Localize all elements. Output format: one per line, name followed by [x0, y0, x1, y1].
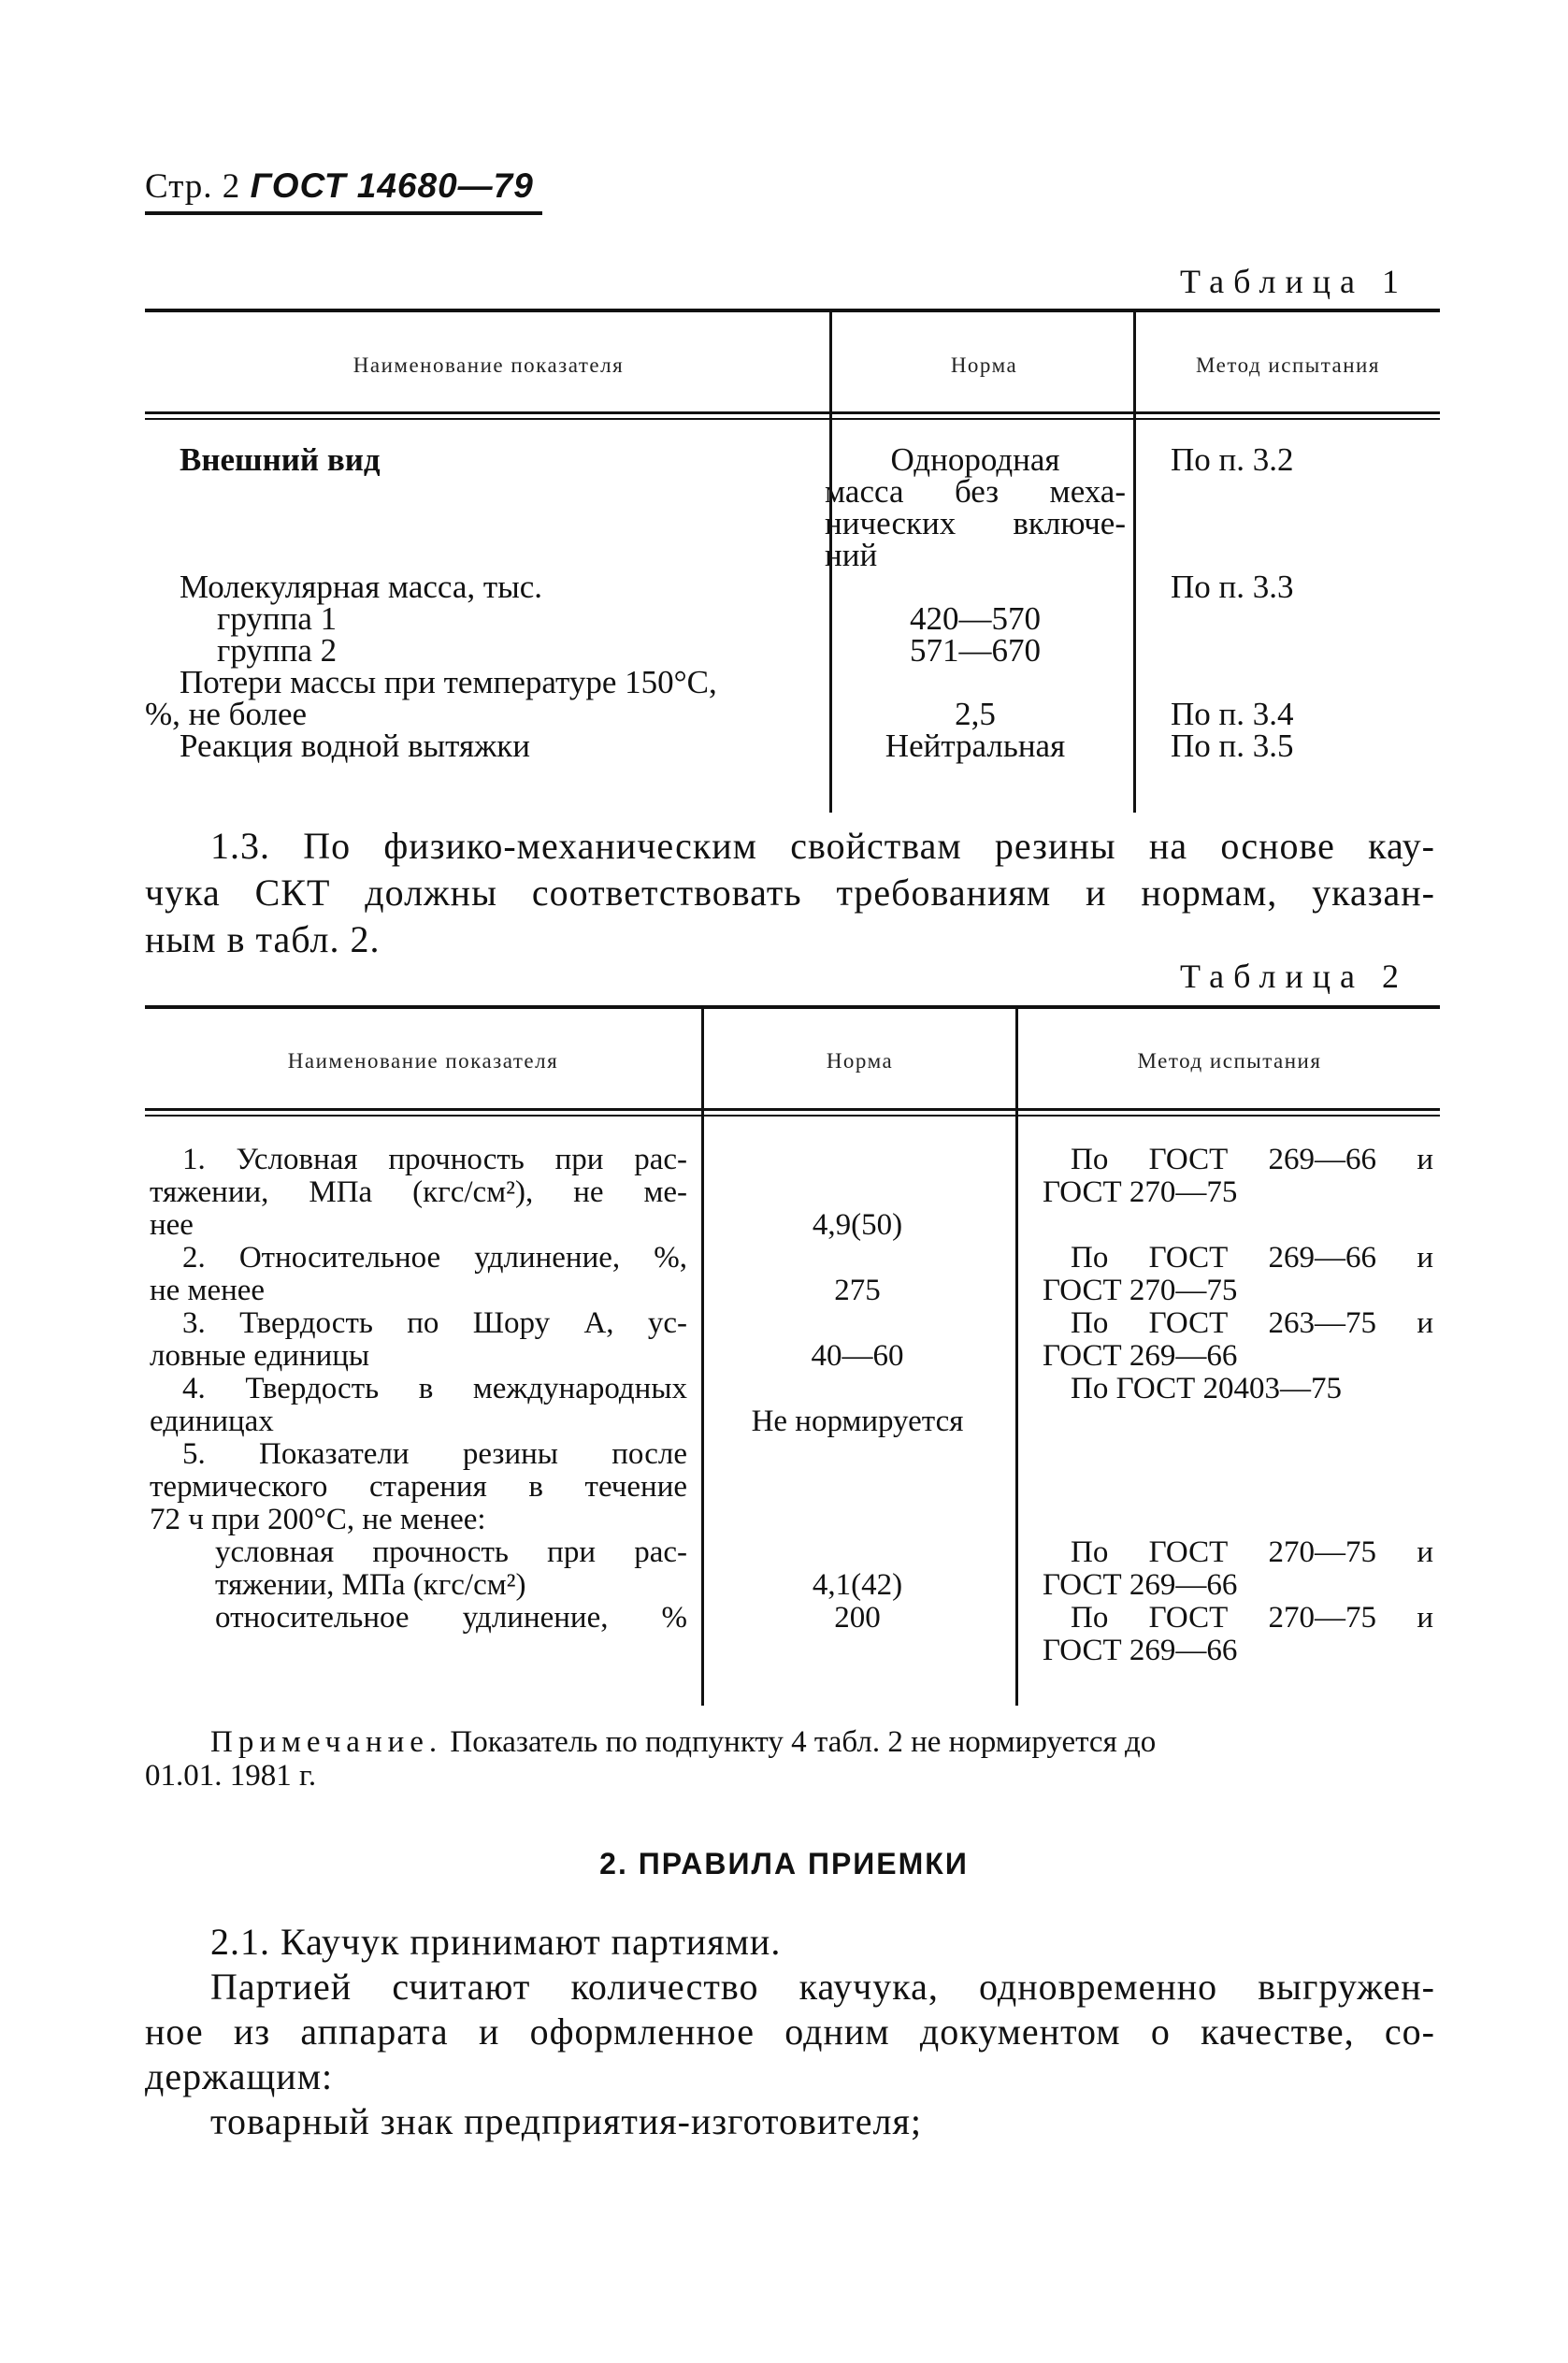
note-text: Показатель по подпункту 4 табл. 2 не нормируется до: [450, 1725, 1157, 1759]
table2-header-rule-2: [145, 1115, 1440, 1117]
table2-cell: ГОСТ 269—66: [1043, 1634, 1238, 1667]
table2-cell: 40—60: [811, 1339, 904, 1373]
table1-name-column: [145, 441, 834, 764]
table1-cell: Однородная: [890, 441, 1060, 478]
table1-cell: 571—670: [910, 632, 1041, 669]
table1-header-rule-2: [145, 418, 1440, 420]
table1-cell: Молекулярная масса, тыс.: [180, 569, 543, 605]
table2-header-name: Наименование показателя: [287, 1049, 559, 1073]
table2-cell: По ГОСТ 269—66 и: [1071, 1241, 1433, 1275]
table1-norm-column: [825, 441, 1126, 764]
paragraph-line: чука СКТ должны соответствовать требованиям и нормам, указан-: [145, 872, 1435, 914]
table1-col-divider-2: [1133, 312, 1136, 813]
paragraph-2-1: 2.1. Каучук принимают партиями.: [210, 1921, 782, 1963]
table1-cell: Внешний вид: [180, 441, 381, 478]
page-header: [145, 166, 534, 207]
table1-header-method: Метод испытания: [1196, 353, 1380, 377]
table2-cell: По ГОСТ 20403—75: [1071, 1372, 1342, 1405]
table1-cell: группа 2: [217, 632, 338, 669]
table2-cell: По ГОСТ 270—75 и: [1071, 1535, 1433, 1569]
table1-cell: Потери массы при температуре 150°С,: [180, 664, 717, 700]
table1-cell: Нейтральная: [885, 728, 1066, 764]
paragraph-line: ное из аппарата и оформленное одним документом о качестве, со-: [145, 2010, 1435, 2053]
table2-caption: Таблица 2: [1180, 958, 1408, 995]
table1-cell: 420—570: [910, 600, 1041, 637]
table2-cell: нее: [150, 1208, 194, 1242]
note-text-continued: 01.01. 1981 г.: [145, 1759, 317, 1793]
table1-cell: %, не более: [145, 696, 308, 732]
table2-top-rule: [145, 1005, 1440, 1009]
table2-cell: По ГОСТ 269—66 и: [1071, 1143, 1433, 1176]
table1-caption: Таблица 1: [1180, 263, 1408, 300]
table2-cell: ГОСТ 270—75: [1043, 1175, 1238, 1209]
table2-header-norm: Норма: [826, 1049, 894, 1073]
table2-cell: 200: [834, 1601, 881, 1635]
table2-cell: 4,9(50): [812, 1208, 903, 1242]
note-label: Примечание.: [210, 1725, 443, 1759]
table2-cell: относительное удлинение, %: [215, 1601, 687, 1635]
table2-cell: 5. Показатели резины после: [182, 1437, 687, 1471]
table2-cell: 275: [834, 1274, 881, 1307]
table2-cell: 2. Относительное удлинение, %,: [182, 1241, 687, 1275]
page-label: Стр. 2: [145, 167, 241, 206]
table1-top-rule: [145, 309, 1440, 312]
header-rule: [145, 211, 542, 215]
table2-cell: не менее: [150, 1274, 266, 1307]
table-note: [210, 1725, 1435, 1759]
table2-header-method: Метод испытания: [1137, 1049, 1322, 1073]
table2-cell: тяжении, МПа (кгс/см²): [215, 1568, 526, 1602]
table2-cell: 1. Условная прочность при рас-: [182, 1143, 687, 1176]
table1-cell: группа 1: [217, 600, 338, 637]
table1-cell: нических включе-: [825, 505, 1126, 541]
table2-cell: термического старения в течение: [150, 1470, 687, 1504]
table1-cell: По п. 3.2: [1171, 441, 1294, 478]
paragraph-line: держащим:: [145, 2055, 334, 2097]
table2-col-divider-2: [1015, 1009, 1018, 1706]
table2-cell: ГОСТ 269—66: [1043, 1339, 1238, 1373]
table2-cell: условная прочность при рас-: [215, 1535, 687, 1569]
table2-cell: По ГОСТ 263—75 и: [1071, 1306, 1433, 1340]
table2-cell: единицах: [150, 1405, 274, 1438]
table1-header-name: Наименование показателя: [352, 353, 625, 377]
table1-cell: По п. 3.3: [1171, 569, 1294, 605]
paragraph-line: Партией считают количество каучука, одновременно выгружен-: [210, 1966, 1435, 2008]
table2-cell: 4. Твердость в международных: [182, 1372, 687, 1405]
table1-cell: ний: [825, 537, 878, 573]
table2-cell: ловные единицы: [150, 1339, 370, 1373]
table2-cell: тяжении, МПа (кгс/см²), не ме-: [150, 1175, 687, 1209]
table2-cell: 72 ч при 200°С, не менее:: [150, 1503, 486, 1536]
table2-norm-column: [703, 1144, 1012, 1635]
table2-cell: По ГОСТ 270—75 и: [1071, 1601, 1433, 1635]
table1-header-norm: Норма: [950, 353, 1018, 377]
standard-number: ГОСТ 14680—79: [250, 166, 534, 205]
paragraph-1-3: [145, 823, 1435, 963]
table1-cell: По п. 3.4: [1171, 696, 1294, 732]
table1-cell: Реакция водной вытяжки: [180, 728, 531, 764]
table2-cell: 4,1(42): [812, 1568, 903, 1602]
table2-cell: 3. Твердость по Шору А, ус-: [182, 1306, 687, 1340]
table2-cell: Не нормируется: [751, 1405, 964, 1438]
table2-method-column: [1043, 1144, 1433, 1667]
table1-header-rule-1: [145, 411, 1440, 414]
table2-header-rule-1: [145, 1108, 1440, 1111]
table2-name-column: [150, 1144, 687, 1635]
table1-cell: 2,5: [955, 696, 996, 732]
table2-cell: ГОСТ 270—75: [1043, 1274, 1238, 1307]
paragraph-line: 1.3. По физико-механическим свойствам резины на основе кау-: [210, 825, 1435, 867]
paragraph-line: ным в табл. 2.: [145, 918, 381, 960]
section-title: 2. ПРАВИЛА ПРИЕМКИ: [599, 1847, 969, 1880]
paragraph-line: товарный знак предприятия-изготовителя;: [210, 2100, 922, 2142]
table1-cell: масса без меха-: [825, 473, 1126, 510]
table1-cell: По п. 3.5: [1171, 728, 1294, 764]
table2-cell: ГОСТ 269—66: [1043, 1568, 1238, 1602]
table1-method-column: [1171, 441, 1404, 764]
